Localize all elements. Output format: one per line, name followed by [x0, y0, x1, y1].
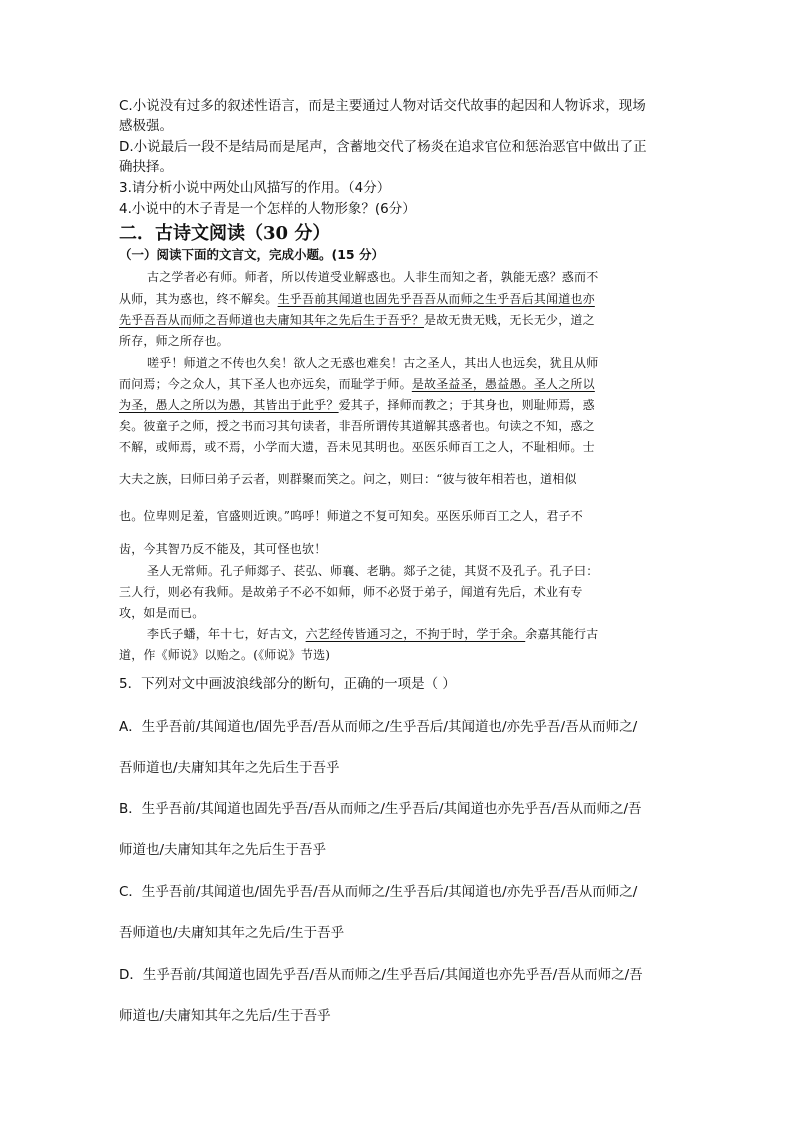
option-a-line1: A．生乎吾前/其闻道也/固先乎吾/吾从而师之/生乎吾后/其闻道也/亦先乎吾/吾从而师之/: [119, 719, 638, 735]
passage-text: 李氏子蟠，年十七，好古文，: [147, 627, 306, 641]
option-c-line1: C.小说没有过多的叙述性语言，而是主要通过人物对话交代故事的起因和人物诉求，现场: [119, 98, 646, 114]
passage-line: 古之学者必有师。师者，所以传道受业解惑也。人非生而知之者，孰能无惑？惑而不: [147, 270, 599, 284]
question-3: 3.请分析小说中两处山风描写的作用。（4分）: [119, 180, 391, 196]
passage-line: 不解，或师焉，或不焉，小学而大遗，吾未见其明也。巫医乐师百工之人，不耻相师。士: [119, 440, 595, 454]
passage-underlined-text: 生乎吾前其闻道也固先乎吾吾从而师之生乎吾后其闻道也亦: [277, 292, 595, 306]
option-c-line2: 吾师道也/夫庸知其年之先后/生于吾乎: [119, 925, 345, 941]
option-c-line1: C．生乎吾前/其闻道也/固先乎吾/吾从而师之/生乎吾后/其闻道也/亦先乎吾/吾从而师之/: [119, 884, 638, 900]
section-title: 二．古诗文阅读（30 分）: [119, 223, 331, 244]
option-a-line2: 吾师道也/夫庸知其年之先后生于吾乎: [119, 760, 340, 776]
option-d-line1: D.小说最后一段不是结局而是尾声，含蓄地交代了杨炎在追求官位和惩治恶官中做出了正: [119, 139, 647, 155]
passage-line: 攻，如是而已。: [119, 606, 205, 620]
option-d-line1: D．生乎吾前/其闻道也固先乎吾/吾从而师之/生乎吾后/其闻道也亦先乎吾/吾从而师之/吾: [119, 967, 643, 983]
option-d-line2: 师道也/夫庸知其年之先后/生于吾乎: [119, 1008, 331, 1024]
passage-line: 三人行，则必有我师。是故弟子不必不如师，师不必贤于弟子，闻道有先后，术业有专: [119, 585, 583, 599]
passage-text: 余嘉其能行古: [525, 627, 599, 641]
option-c-line2: 感极强。: [119, 118, 173, 134]
passage-underlined-text: 为圣，愚人之所以为愚，其皆出于此乎？: [119, 398, 339, 412]
question-4: 4.小说中的木子青是一个怎样的人物形象？(6分）: [119, 201, 416, 217]
option-b-line1: B．生乎吾前/其闻道也固先乎吾/吾从而师之/生乎吾后/其闻道也亦先乎吾/吾从而师之/吾: [119, 801, 642, 817]
passage-line: 矣。彼童子之师，授之书而习其句读者，非吾所谓传其道解其惑者也。句读之不知，惑之: [119, 419, 595, 433]
passage-line: [119, 396, 595, 413]
passage-text: 从师，其为惑也，终不解矣。: [119, 292, 278, 306]
passage-underlined-text: 六艺经传皆通习之，不拘于时，学于余。: [305, 627, 526, 641]
passage-line: 所存，师之所存也。: [119, 334, 229, 348]
passage-line: [147, 625, 598, 642]
passage-line: 道，作《师说》以贻之。(《师说》节选): [119, 648, 331, 662]
option-d-line2: 确抉择。: [119, 159, 173, 175]
passage-line: 大夫之族，曰师曰弟子云者，则群聚而笑之。问之，则曰：“彼与彼年相若也，道相似: [119, 472, 577, 486]
section-subtitle: （一）阅读下面的文言文，完成小题。(15 分）: [119, 247, 384, 262]
passage-text: 而问焉；今之众人，其下圣人也亦远矣，而耻学于师。: [119, 377, 412, 391]
passage-line: [119, 375, 595, 392]
passage-line: [119, 311, 595, 328]
question-5-stem: 5．下列对文中画波浪线部分的断句，正确的一项是（ ）: [119, 676, 456, 692]
passage-line: 齿，今其智乃反不能及，其可怪也欤！: [119, 542, 327, 556]
passage-line: 圣人无常师。孔子师郯子、苌弘、师襄、老聃。郯子之徒，其贤不及孔子。孔子曰：: [147, 564, 599, 578]
option-b-line2: 师道也/夫庸知其年之先后生于吾乎: [119, 842, 327, 858]
passage-text: 爱其子，择师而教之；于其身也，则耻师焉，惑: [338, 398, 595, 412]
passage-line: 也。位卑则足羞，官盛则近谀。”呜呼！师道之不复可知矣。巫医乐师百工之人，君子不: [119, 509, 583, 523]
passage-text: 是故无贵无贱，无长无少，道之: [424, 313, 595, 327]
passage-underlined-text: 是故圣益圣，愚益愚。圣人之所以: [411, 377, 595, 391]
passage-line: 嗟乎！师道之不传也久矣！欲人之无惑也难矣！古之圣人，其出人也远矣，犹且从师: [147, 356, 599, 370]
passage-line: [119, 290, 595, 307]
passage-underlined-text: 先乎吾吾从而师之吾师道也夫庸知其年之先后生于吾乎？: [119, 313, 425, 327]
